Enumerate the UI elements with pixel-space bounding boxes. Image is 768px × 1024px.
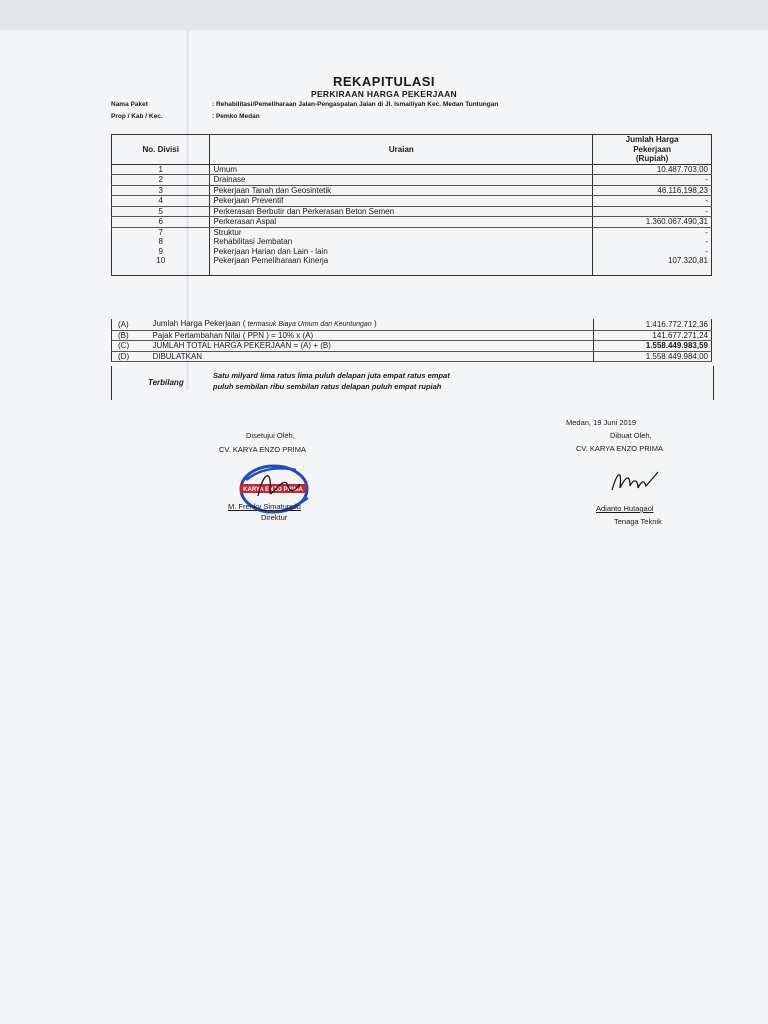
- terbilang-box: [111, 366, 714, 400]
- place-date: Medan, 19 Juni 2019: [566, 418, 637, 427]
- left-signer-role: Direktur: [261, 513, 288, 522]
- row-uraian: Rehabilitasi Jembatan: [210, 237, 593, 247]
- summary-row-b: [112, 330, 712, 341]
- right-signer-role: Tenaga Teknik: [614, 517, 662, 526]
- row-no: 8: [112, 237, 210, 247]
- summary-code: (B): [112, 330, 150, 341]
- summary-label: Jumlah Harga Pekerjaan ( termasuk Biaya Umum dan Keuntungan ): [149, 319, 593, 330]
- row-uraian: Pekerjaan Harian dan Lain - lain: [210, 247, 593, 257]
- summary-label: JUMLAH TOTAL HARGA PEKERJAAN = (A) + (B): [149, 341, 593, 352]
- header-uraian: Uraian: [210, 135, 593, 165]
- left-caption: Disetujui Oleh,: [246, 431, 295, 440]
- table-row: [112, 256, 712, 266]
- table-row: [112, 206, 712, 217]
- paket-label: Nama Paket: [111, 101, 148, 108]
- row-uraian: Perkerasan Berbutir dan Perkerasan Beton Semen: [210, 206, 593, 217]
- row-no: 7: [112, 227, 210, 237]
- row-no: 1: [112, 164, 210, 175]
- row-uraian: Drainase: [210, 175, 593, 186]
- row-jumlah: -: [593, 206, 712, 217]
- right-signer-name: Adianto Hutagaol: [596, 504, 654, 513]
- summary-label: Pajak Pertambahan Nilai ( PPN ) = 10% x (A): [149, 330, 593, 341]
- table-row: [112, 217, 712, 228]
- left-signer-name: M. Frenky Simatupulu: [228, 502, 301, 511]
- summary-label: DIBULATKAN: [149, 351, 593, 362]
- document-subtitle: PERKIRAAN HARGA PEKERJAAN: [310, 89, 458, 99]
- table-spacer-row: [112, 266, 712, 276]
- row-uraian: Pekerjaan Pemeliharaan Kinerja: [210, 256, 593, 266]
- row-jumlah: 46.116.198,23: [593, 185, 712, 196]
- row-jumlah: -: [593, 196, 712, 207]
- table-row: [112, 196, 712, 207]
- row-no: 10: [112, 256, 210, 266]
- terbilang-label: Terbilang: [148, 378, 184, 387]
- terbilang-line-2: puluh sembilan ribu sembilan ratus delapan puluh empat rupiah: [213, 382, 442, 391]
- signature-icon: [608, 466, 664, 498]
- row-jumlah: -: [593, 227, 712, 237]
- row-uraian: Umum: [210, 164, 593, 175]
- table-row: [112, 175, 712, 186]
- svg-text:KARYA ENZO PRIMA: KARYA ENZO PRIMA: [243, 487, 303, 493]
- table-row: [112, 227, 712, 237]
- prop-value: : Pemko Medan: [212, 113, 260, 120]
- row-no: 9: [112, 247, 210, 257]
- row-no: 4: [112, 196, 210, 207]
- row-no: 5: [112, 206, 210, 217]
- row-jumlah: 107.320,81: [593, 256, 712, 266]
- table-row: [112, 164, 712, 175]
- summary-code: (C): [112, 341, 150, 352]
- row-uraian: Struktur: [210, 227, 593, 237]
- document-title: REKAPITULASI: [332, 74, 436, 89]
- left-company: CV. KARYA ENZO PRIMA: [219, 445, 306, 454]
- scan-top-band: [0, 0, 768, 30]
- table-row: [112, 237, 712, 247]
- summary-code: (A): [112, 319, 150, 330]
- row-uraian: Perkerasan Aspal: [210, 217, 593, 228]
- summary-row-d: [112, 351, 712, 362]
- table-header-row: [112, 135, 712, 165]
- terbilang-text: [213, 370, 450, 392]
- row-jumlah: 10.487.703,00: [593, 164, 712, 175]
- row-uraian: Pekerjaan Preventif: [210, 196, 593, 207]
- summary-code: (D): [112, 351, 150, 362]
- recap-table: [111, 134, 712, 276]
- row-jumlah: -: [593, 237, 712, 247]
- summary-value: 1.558.449.983,59: [593, 341, 711, 352]
- table-row: [112, 185, 712, 196]
- header-no-divisi: No. Divisi: [112, 135, 210, 165]
- right-caption: Dibuat Oleh,: [610, 431, 652, 440]
- header-jumlah: Jumlah Harga Pekerjaan (Rupiah): [593, 135, 712, 165]
- prop-label: Prop / Kab / Kec.: [111, 113, 163, 120]
- summary-value: 1.416.772.712,36: [593, 319, 711, 330]
- row-no: 3: [112, 185, 210, 196]
- right-company: CV. KARYA ENZO PRIMA: [576, 444, 663, 453]
- row-no: 2: [112, 175, 210, 186]
- paket-value: : Rehabilitasi/Pemeliharaan Jalan-Pengaspalan Jalan di Jl. Ismailiyah Kec. Medan Tuntungan: [212, 101, 499, 108]
- summary-table: [111, 319, 712, 362]
- summary-row-c: [112, 341, 712, 352]
- summary-value: 141.677.271,24: [593, 330, 711, 341]
- row-no: 6: [112, 217, 210, 228]
- row-jumlah: 1.360.067.490,31: [593, 217, 712, 228]
- row-jumlah: -: [593, 175, 712, 186]
- row-uraian: Pekerjaan Tanah dan Geosintetik: [210, 185, 593, 196]
- summary-row-a: [112, 319, 712, 330]
- row-jumlah: -: [593, 247, 712, 257]
- summary-value: 1.558.449.984,00: [593, 351, 711, 362]
- table-row: [112, 247, 712, 257]
- terbilang-line-1: Satu milyard lima ratus lima puluh delapan juta empat ratus empat: [213, 371, 450, 380]
